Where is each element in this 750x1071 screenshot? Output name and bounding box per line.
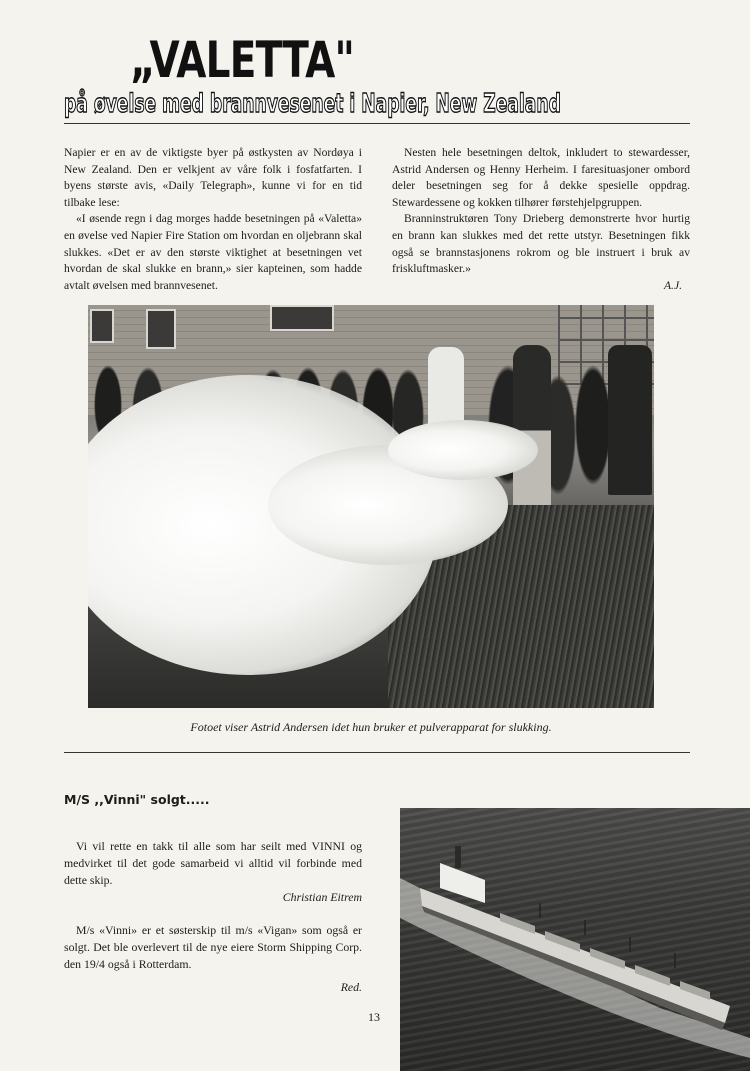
page-number: 13 [368, 1010, 380, 1024]
sale-signature-1: Christian Eitrem [282, 890, 362, 904]
article-column-2 [392, 145, 690, 294]
article-subtitle: på øvelse med brannvesenet i Napier, New Zealand [64, 89, 561, 119]
sale-signature-2: Red. [340, 980, 362, 994]
window [146, 309, 176, 349]
window [270, 305, 334, 331]
article-paragraph: Branninstruktøren Tony Drieberg demonstrerte hvor hurtig en brann kan slukkes med det rette utstyr. Besetningen fikk også se brannstasjonens rokrom og ble instruert i bruk av friskluftmasker.» [392, 212, 690, 276]
ship-hull [420, 888, 730, 1023]
sale-text [64, 838, 362, 996]
powder-jet [388, 420, 538, 480]
article-signature: A.J. [663, 278, 682, 292]
article-paragraph: «I øsende regn i dag morges hadde besetningen på «Valetta» en øvelse ved Napier Fire Station om hvordan en oljebrann skal slukkes. «Det er av den største viktighet at besetningen vet hvordan de skal slukke en brann,» sier kapteinen, som hadde avtalt øvelsen med brannvesenet. [64, 212, 362, 292]
ship-photo [400, 808, 750, 1071]
ship-superstructure [440, 863, 485, 903]
article-paragraph: Napier er en av de viktigste byer på østkysten av Nordøya i New Zealand. Den er velkjent av våre folk i fosfatfarten. I byens største avis, «Daily Telegraph», kunne vi for en tid tilbake lese: [64, 146, 362, 209]
article-title: „VALETTA" [130, 31, 355, 89]
sale-paragraph: M/s «Vinni» er et søsterskip til m/s «Vigan» som også er solgt. Det ble overlevert til de nye eiere Storm Shipping Corp. den 19/4 også i Rotterdam. [64, 923, 362, 971]
sale-paragraph: Vi vil rette en takk til alle som har seilt med VINNI og medvirket til det gode samarbeid vi alltid vil forbinde med dette skip. [64, 839, 362, 887]
article-paragraph: Nesten hele besetningen deltok, inkludert to stewardesser, Astrid Andersen og Henny Herheim. I faresituasjoner ombord deler besetningen seg for å dekke spesielle oppdrag. Stewardessene og kokken tilhører førstehjelpgruppen. [392, 146, 690, 209]
ship-illustration [400, 808, 750, 1071]
article-column-1 [64, 145, 362, 294]
ship-hull-lower [422, 906, 725, 1030]
sale-title: M/S ,,Vinni" solgt..... [64, 792, 210, 807]
fire-drill-photo [88, 305, 654, 708]
title-rule [64, 123, 690, 124]
section-divider [64, 752, 690, 753]
officer [608, 345, 652, 495]
window [90, 309, 114, 343]
ship-funnel [455, 846, 461, 868]
photo-caption: Fotoet viser Astrid Andersen idet hun bruker et pulverapparat for slukking. [190, 720, 552, 734]
